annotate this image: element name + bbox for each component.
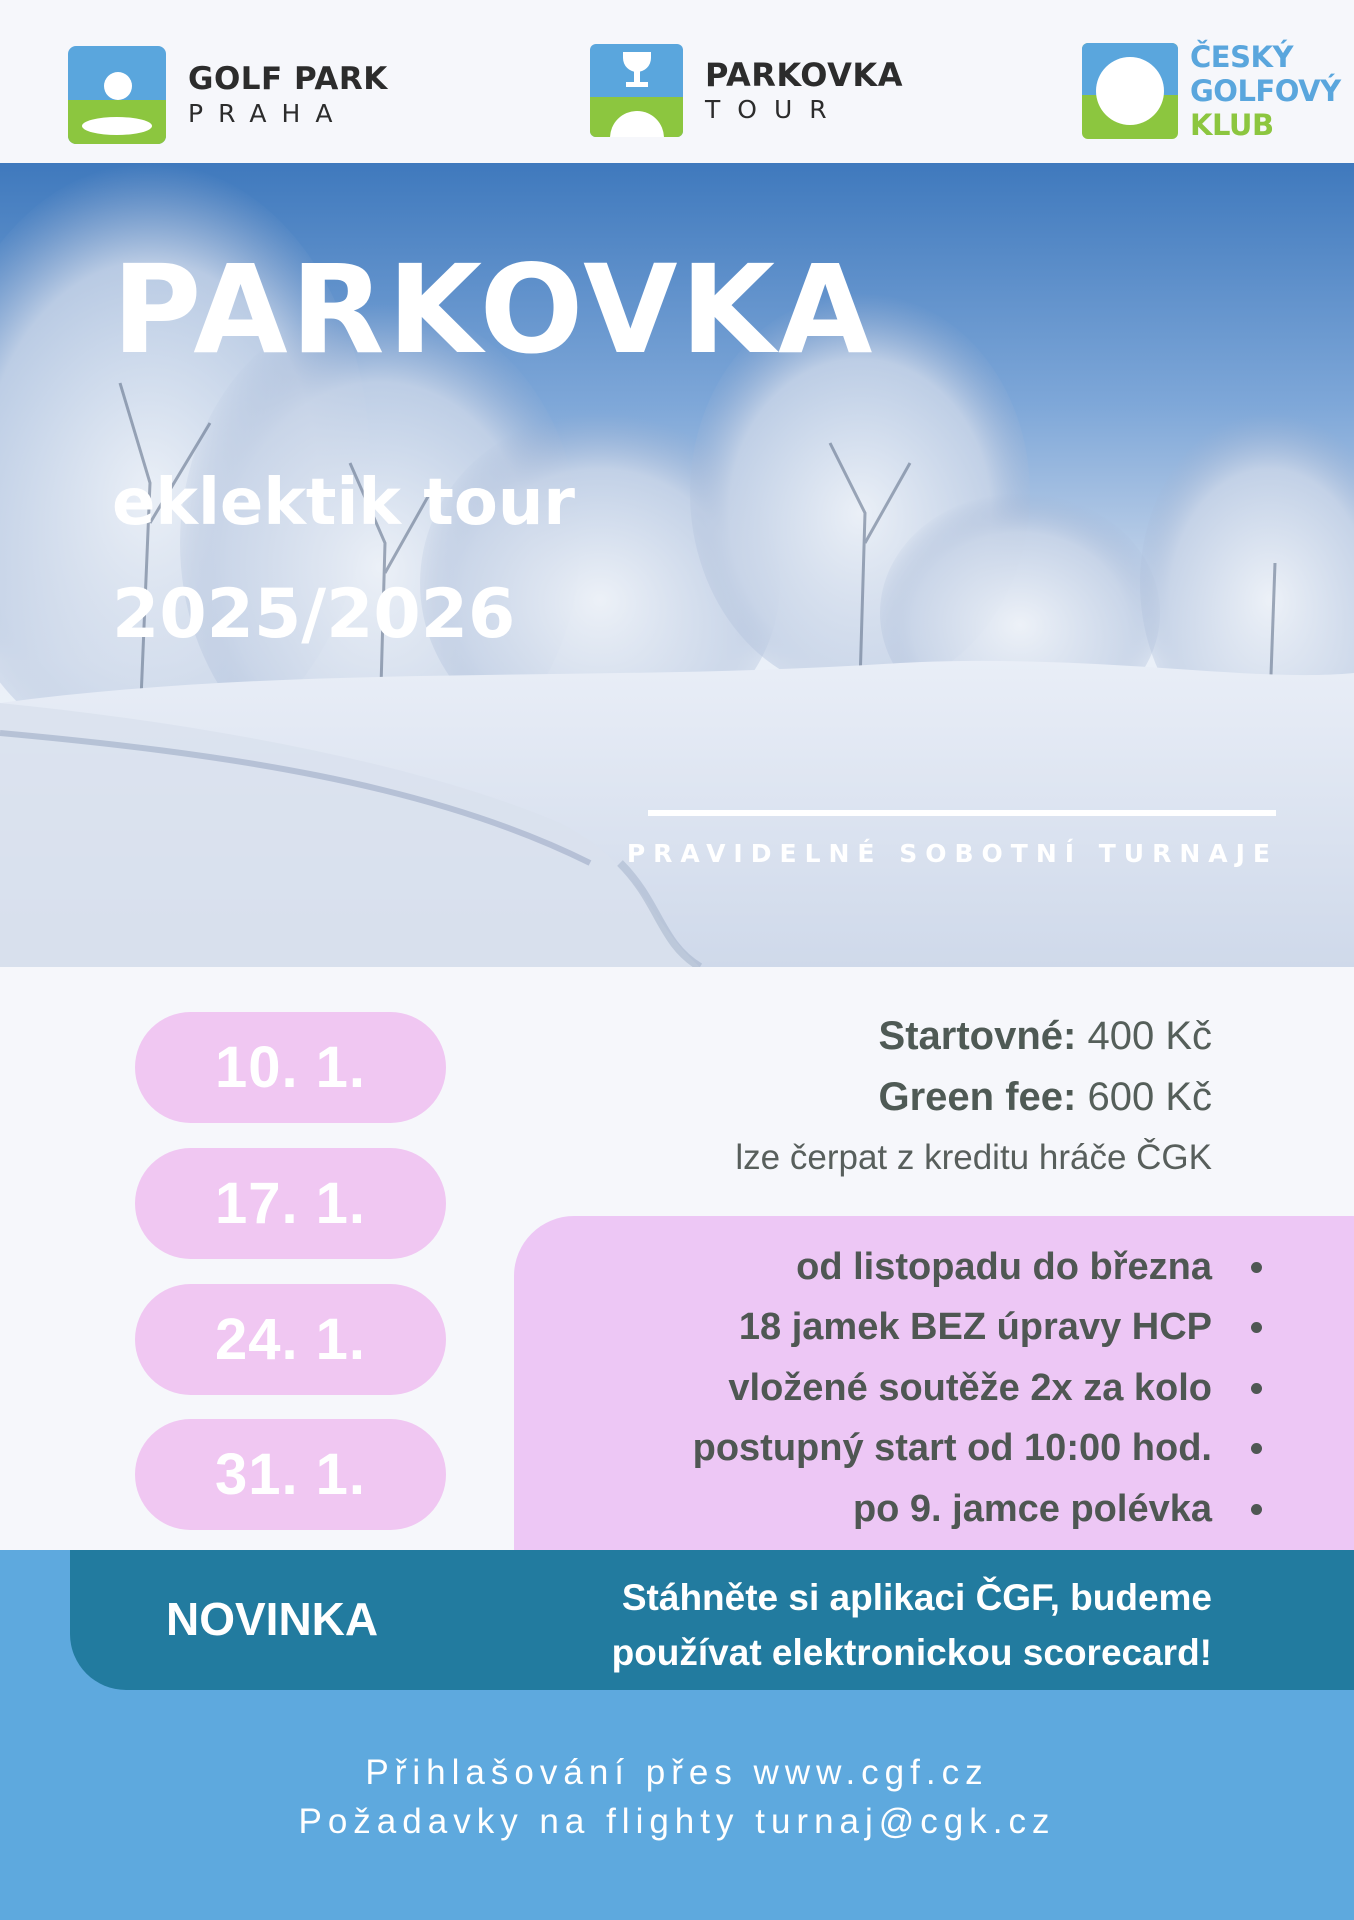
news-label: NOVINKA xyxy=(166,1593,379,1645)
parkovka-tour-name: PARKOVKA xyxy=(705,56,903,94)
cgk-line-1: ČESKÝ xyxy=(1190,40,1293,74)
hero-tagline: PRAVIDELNÉ SOBOTNÍ TURNAJE xyxy=(626,839,1278,868)
hero-divider xyxy=(648,810,1276,816)
feature-item: od listopadu do března xyxy=(796,1246,1212,1288)
bullet-icon xyxy=(1251,1504,1262,1515)
news-line-2: používat elektronickou scorecard! xyxy=(611,1632,1212,1673)
cgk-line-3: KLUB xyxy=(1190,108,1274,142)
bullet-icon xyxy=(1251,1383,1262,1394)
bullet-icon xyxy=(1251,1443,1262,1454)
hero-title: PARKOVKA xyxy=(112,239,876,381)
feature-item: postupný start od 10:00 hod. xyxy=(692,1427,1212,1469)
entry-fee xyxy=(879,1016,1212,1056)
golf-park-name: GOLF PARK xyxy=(188,61,388,97)
date-pill: 24. 1. xyxy=(135,1284,446,1395)
club-ring-icon xyxy=(1082,43,1178,139)
trophy-icon xyxy=(590,44,683,137)
parkovka-tour-sub: TOUR xyxy=(705,95,844,124)
feature-item: 18 jamek BEZ úpravy HCP xyxy=(738,1306,1212,1348)
golf-park-city: PRAHA xyxy=(188,99,348,128)
cesky-golfovy-klub-logo xyxy=(1082,40,1341,142)
hero-subtitle: eklektik tour xyxy=(112,466,575,540)
credit-note: lze čerpat z kreditu hráče ČGK xyxy=(735,1138,1212,1177)
news-text xyxy=(512,1570,1212,1680)
cgk-line-2: GOLFOVÝ xyxy=(1190,74,1341,108)
green-fee xyxy=(878,1077,1212,1117)
date-pill: 10. 1. xyxy=(135,1012,446,1123)
golf-park-praha-logo xyxy=(68,46,388,144)
flights-info: Požadavky na flighty turnaj@cgk.cz xyxy=(298,1802,1056,1841)
entry-fee-label: Startovné: xyxy=(878,1014,1077,1058)
date-pill: 31. 1. xyxy=(135,1419,446,1530)
golf-flag-icon xyxy=(68,46,166,144)
registration-info: Přihlašování přes www.cgf.cz xyxy=(365,1753,989,1792)
bullet-icon xyxy=(1251,1262,1262,1273)
bullet-icon xyxy=(1251,1322,1262,1333)
date-pill: 17. 1. xyxy=(135,1148,446,1259)
news-line-1: Stáhněte si aplikaci ČGF, budeme xyxy=(621,1577,1212,1618)
hero-season: 2025/2026 xyxy=(112,575,516,654)
green-fee-label: Green fee: xyxy=(878,1075,1077,1119)
feature-item: vložené soutěže 2x za kolo xyxy=(728,1367,1212,1409)
feature-item: po 9. jamce polévka xyxy=(852,1488,1212,1530)
parkovka-tour-logo xyxy=(590,44,903,137)
entry-fee-value: 400 Kč xyxy=(1087,1014,1212,1058)
header xyxy=(0,0,1354,163)
green-fee-value: 600 Kč xyxy=(1087,1075,1212,1119)
hero-winter-image xyxy=(0,163,1354,967)
